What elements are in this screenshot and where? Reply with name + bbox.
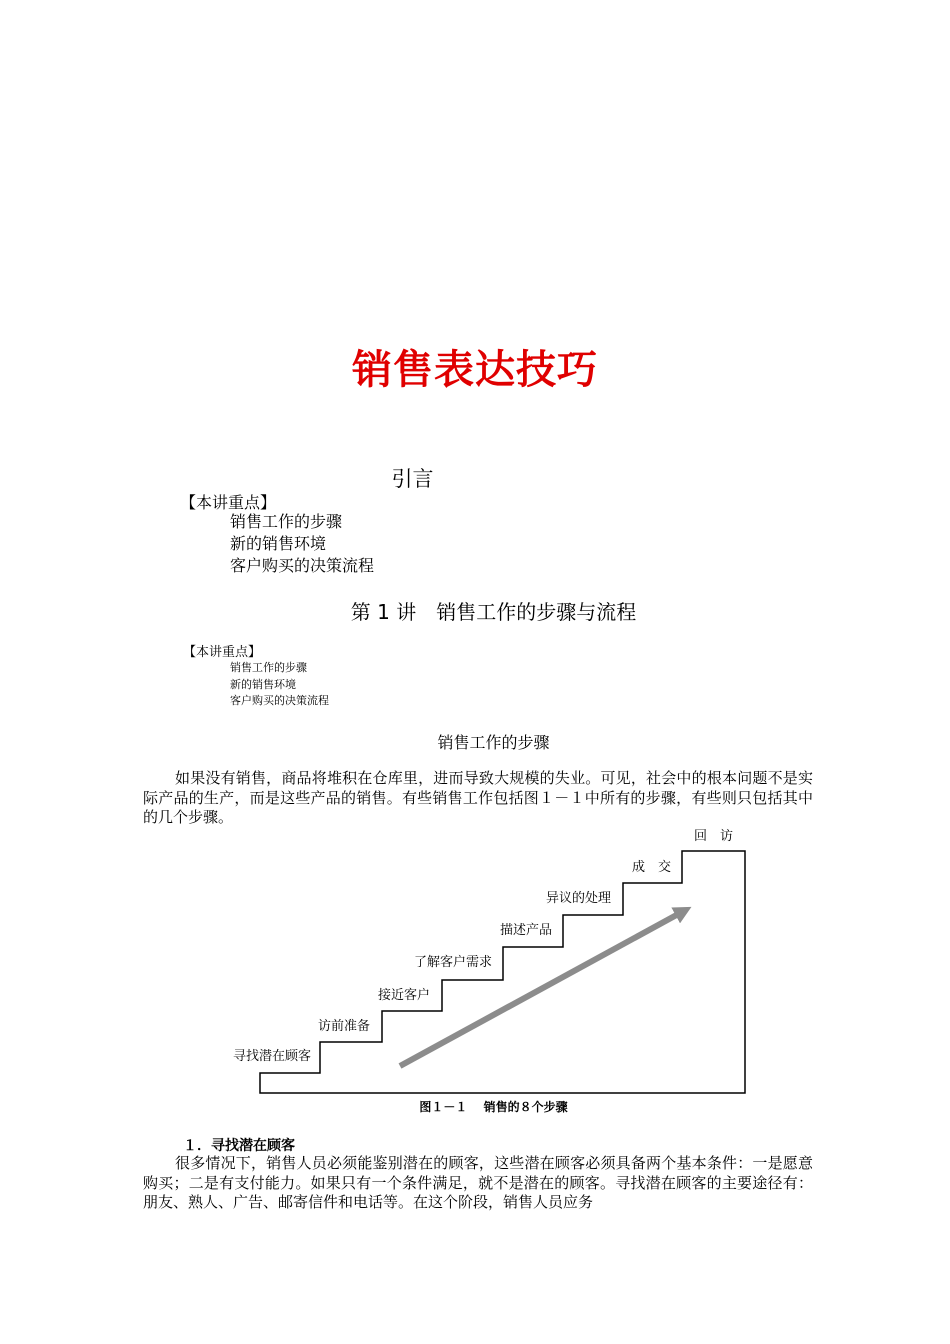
list-item: 销售工作的步骤 xyxy=(230,661,307,674)
step-label-5: 描述产品 xyxy=(500,923,553,938)
list-item: 新的销售环境 xyxy=(230,534,327,553)
document-title: 销售表达技巧 xyxy=(352,347,598,393)
step-label-2: 访前准备 xyxy=(318,1019,371,1034)
step-label-8: 回 访 xyxy=(694,829,734,844)
intro-heading: 引言 xyxy=(391,467,434,491)
subsection-paragraph: 很多情况下，销售人员必须能鉴别潜在的顾客，这些潜在顾客必须具备两个基本条件：一是愿意购买；二是有支付能力。如果只有一个条件满足，就不是潜在的顾客。寻找潜在顾客的主要途径有：朋友、熟人、广告、邮寄信件和电话等。在这个阶段，销售人员应务 xyxy=(143,1154,813,1211)
subsection-heading: １．寻找潜在顾客 xyxy=(183,1138,295,1154)
lecture-focus-label: 【本讲重点】 xyxy=(183,645,262,660)
list-item: 客户购买的决策流程 xyxy=(230,694,329,707)
step-label-6: 异议的处理 xyxy=(546,891,612,906)
lecture-heading: 第 1 讲 销售工作的步骤与流程 xyxy=(350,600,637,624)
section-heading: 销售工作的步骤 xyxy=(437,733,550,752)
figure-caption: 图１－１ 销售的８个步骤 xyxy=(419,1100,568,1114)
step-label-4: 了解客户需求 xyxy=(414,955,493,970)
list-item: 销售工作的步骤 xyxy=(230,512,343,531)
list-item: 客户购买的决策流程 xyxy=(230,556,375,575)
list-item: 新的销售环境 xyxy=(230,677,296,691)
step-label-3: 接近客户 xyxy=(378,988,431,1003)
step-label-7: 成 交 xyxy=(632,860,672,875)
step-label-1: 寻找潜在顾客 xyxy=(233,1049,312,1064)
body-paragraph: 如果没有销售，商品将堆积在仓库里，进而导致大规模的失业。可见，社会中的根本问题不是实际产品的生产，而是这些产品的销售。有些销售工作包括图１－１中所有的步骤，有些则只包括其中的几个步骤。 xyxy=(143,769,813,826)
intro-focus-label: 【本讲重点】 xyxy=(180,493,277,512)
staircase-outline xyxy=(260,851,745,1093)
